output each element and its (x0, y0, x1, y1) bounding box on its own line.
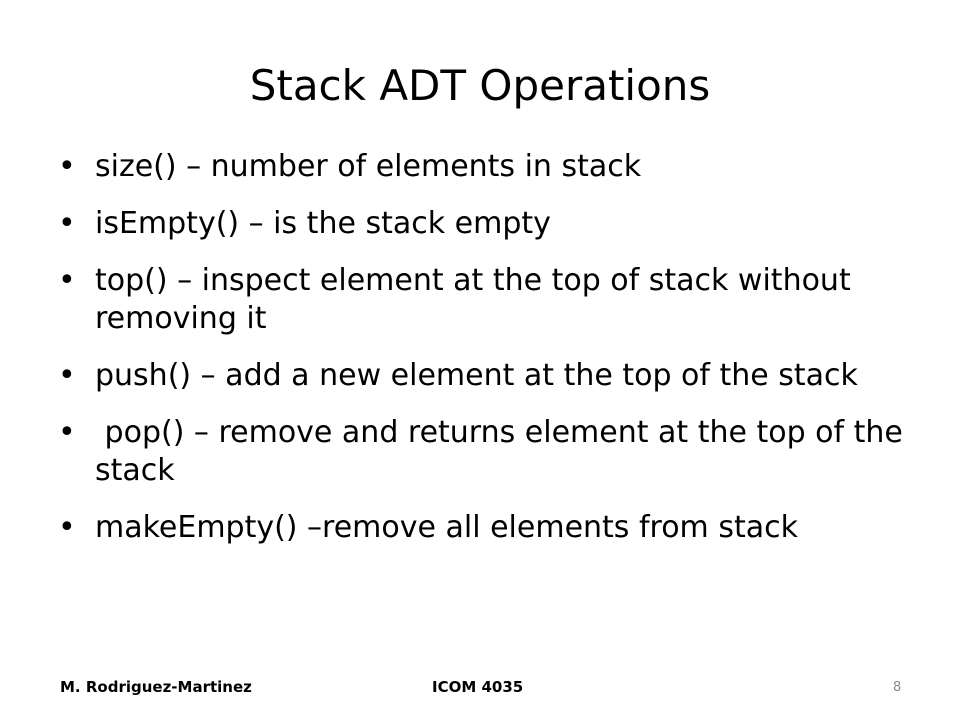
bullet-text: makeEmpty() –remove all elements from stack (95, 510, 798, 545)
bullet-text: push() – add a new element at the top of the stack (95, 358, 858, 393)
bullet-text: isEmpty() – is the stack empty (95, 206, 551, 241)
bullet-item-makeempty (58, 509, 918, 547)
bullet-dot-icon: • (58, 415, 76, 450)
footer-author: M. Rodriguez-Martinez (60, 678, 252, 696)
bullet-text: size() – number of elements in stack (95, 149, 642, 184)
bullet-item-push (58, 357, 918, 395)
bullet-item-isempty (58, 205, 918, 243)
slide-title: Stack ADT Operations (249, 61, 711, 110)
footer-course: ICOM 4035 (432, 678, 524, 696)
slide-page-number: 8 (893, 680, 902, 695)
bullet-list (58, 148, 918, 566)
bullet-dot-icon: • (58, 149, 76, 184)
bullet-item-pop (58, 414, 918, 490)
bullet-dot-icon: • (58, 206, 76, 241)
bullet-dot-icon: • (58, 510, 76, 545)
bullet-item-size (58, 148, 918, 186)
bullet-text: top() – inspect element at the top of stack without removing it (95, 263, 861, 336)
bullet-item-top (58, 262, 918, 338)
bullet-dot-icon: • (58, 263, 76, 298)
bullet-dot-icon: • (58, 358, 76, 393)
bullet-text: pop() – remove and returns element at the top of the stack (95, 415, 913, 488)
